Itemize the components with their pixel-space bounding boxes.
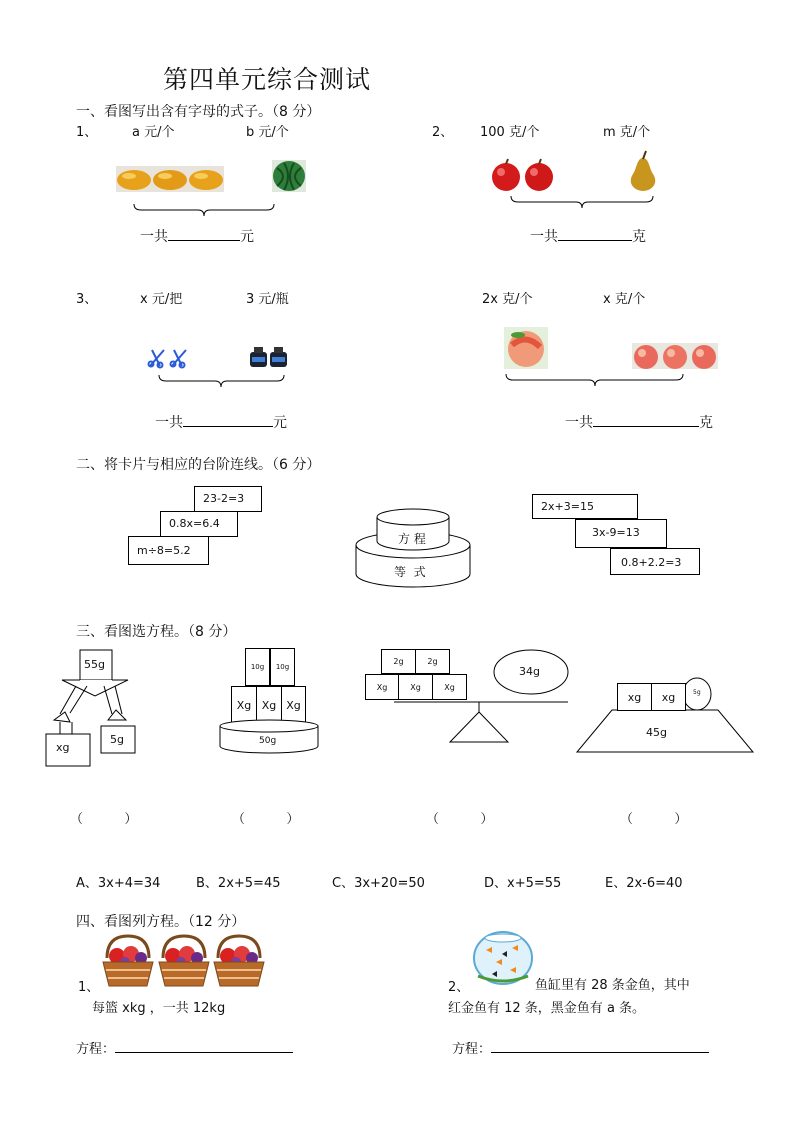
s4-q2-number: 2、 xyxy=(448,980,470,995)
equation-1 xyxy=(76,1038,293,1057)
mango-icon xyxy=(116,166,224,192)
fig2-mid-box-1: Xg xyxy=(231,686,257,724)
q1-label-b: b 元/个 xyxy=(246,125,289,140)
fig4-box-2: xg xyxy=(651,683,686,711)
mango-image xyxy=(116,166,224,192)
card-left-3[interactable]: m÷8=5.2 xyxy=(128,536,209,565)
step-top-label[interactable]: 方 程 xyxy=(398,532,426,546)
apple-image xyxy=(491,158,555,192)
q4-brace xyxy=(505,373,685,387)
q1-answer-prefix: 一共 xyxy=(140,229,168,245)
q4-answer xyxy=(565,412,713,432)
card-left-1[interactable]: 23-2=3 xyxy=(194,486,262,512)
equation-2 xyxy=(452,1038,709,1057)
fig3-bottom-box-3: Xg xyxy=(432,674,467,700)
fruit-basket-icon xyxy=(101,934,267,988)
q2-answer-prefix: 一共 xyxy=(530,229,558,245)
section3-heading: 三、看图选方程。（8 分） xyxy=(76,624,237,640)
page-title: 第四单元综合测试 xyxy=(163,65,372,94)
fig2-base-label: 50g xyxy=(259,736,277,746)
q2-label-a: 100 克/个 xyxy=(480,125,540,140)
q3-label-b: 3 元/瓶 xyxy=(246,292,289,307)
ink-bottle-icon xyxy=(248,346,290,368)
card-right-2[interactable]: 3x-9=13 xyxy=(575,519,667,548)
q1-number: 1、 xyxy=(76,125,98,140)
q3-answer-prefix: 一共 xyxy=(155,415,183,431)
option-d: D、x+5=55 xyxy=(484,876,562,891)
fig4-box-1: xg xyxy=(617,683,652,711)
q4-answer-prefix: 一共 xyxy=(565,415,593,431)
fig3-top-box-1: 2g xyxy=(381,649,416,674)
fig4-base-label: 45g xyxy=(646,726,667,739)
fig3-oval-label: 34g xyxy=(519,665,540,678)
card-right-1[interactable]: 2x+3=15 xyxy=(532,494,638,519)
equation-2-label: 方程： xyxy=(452,1042,492,1057)
q3-number: 3、 xyxy=(76,292,98,307)
q1-brace xyxy=(133,203,276,217)
fig3-balance xyxy=(390,650,570,744)
pear-icon xyxy=(626,150,660,192)
scissors-icon xyxy=(148,346,192,368)
fig3-bottom-box-1: Xg xyxy=(365,674,399,700)
pear-image xyxy=(626,150,660,192)
q3-brace xyxy=(158,374,286,388)
fig3-bottom-box-2: Xg xyxy=(398,674,433,700)
answer-paren-2[interactable]: （ ） xyxy=(232,812,300,827)
answer-paren-1[interactable]: （ ） xyxy=(70,812,138,827)
q2-answer-blank[interactable] xyxy=(558,226,632,241)
q4-label-a: 2x 克/个 xyxy=(482,292,533,307)
option-c: C、3x+20=50 xyxy=(332,876,425,891)
section2-heading: 二、将卡片与相应的台阶连线。（6 分） xyxy=(76,457,321,473)
fig1-left-label: xg xyxy=(56,741,70,754)
s4-q1-number: 1、 xyxy=(78,980,100,995)
q3-answer-blank[interactable] xyxy=(183,412,273,427)
option-e: E、2x-6=40 xyxy=(605,876,683,891)
q1-answer xyxy=(140,226,254,246)
q1-label-a: a 元/个 xyxy=(132,125,175,140)
peach-big-icon xyxy=(504,327,548,369)
card-right-3[interactable]: 0.8+2.2=3 xyxy=(610,548,700,575)
peach-small-icon xyxy=(632,343,718,369)
option-b: B、2x+5=45 xyxy=(196,876,281,891)
fig2-mid-box-3: Xg xyxy=(281,686,306,724)
answer-paren-3[interactable]: （ ） xyxy=(426,812,494,827)
equation-1-label: 方程： xyxy=(76,1042,116,1057)
apple-icon xyxy=(491,158,555,192)
fig2-top-box-1: 10g xyxy=(245,648,270,686)
q2-answer xyxy=(530,226,646,246)
section4-heading: 四、看图列方程。（12 分） xyxy=(76,914,246,930)
fig1-top-label: 55g xyxy=(84,658,105,671)
step-bottom-label[interactable]: 等 式 xyxy=(394,565,426,579)
s4-q2-line2: 红金鱼有 12 条，黑金鱼有 a 条。 xyxy=(448,1001,646,1016)
q1-answer-suffix: 元 xyxy=(240,229,254,245)
fig2-mid-box-2: Xg xyxy=(256,686,282,724)
q4-label-b: x 克/个 xyxy=(603,292,646,307)
equation-2-blank[interactable] xyxy=(491,1038,709,1053)
q3-label-a: x 元/把 xyxy=(140,292,183,307)
card-left-2[interactable]: 0.8x=6.4 xyxy=(160,511,238,537)
q2-label-b: m 克/个 xyxy=(603,125,651,140)
q4-answer-suffix: 克 xyxy=(699,415,713,431)
q1-answer-blank[interactable] xyxy=(168,226,240,241)
fig2-top-box-2: 10g xyxy=(270,648,295,686)
option-a: A、3x+4=34 xyxy=(76,876,161,891)
fig1-right-label: 5g xyxy=(110,733,124,746)
watermelon-icon xyxy=(272,160,306,192)
q3-answer xyxy=(155,412,287,432)
section1-heading: 一、看图写出含有字母的式子。（8 分） xyxy=(76,104,321,120)
answer-paren-4[interactable]: （ ） xyxy=(620,812,688,827)
equation-1-blank[interactable] xyxy=(115,1038,293,1053)
fig4-ball-label: 5g xyxy=(693,689,701,696)
q3-answer-suffix: 元 xyxy=(273,415,287,431)
q2-answer-suffix: 克 xyxy=(632,229,646,245)
watermelon-image xyxy=(272,160,306,192)
q2-number: 2、 xyxy=(432,125,454,140)
s4-q2-line1: 鱼缸里有 28 条金鱼，其中 xyxy=(535,978,690,993)
fish-bowl-icon xyxy=(472,930,534,986)
fig3-top-box-2: 2g xyxy=(415,649,450,674)
q2-brace xyxy=(510,195,655,209)
q4-answer-blank[interactable] xyxy=(593,412,699,427)
s4-q1-text: 每篮 xkg ，一共 12kg xyxy=(92,1001,226,1016)
